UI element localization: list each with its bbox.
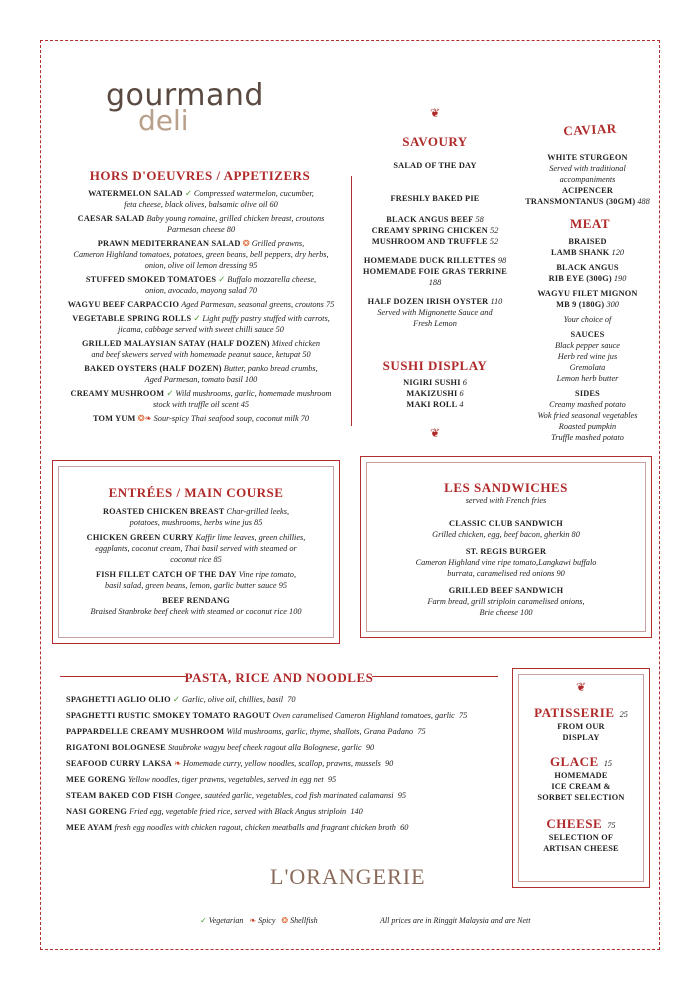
legend: ✓ Vegetarian ❧ Spicy ❂ Shellfish bbox=[200, 916, 318, 925]
patisserie-block: PATISSERIE 25 FROM OUR DISPLAY GLACE 15 HOMEMADE ICE CREAM & SORBET SELECTION CHEESE 75 SELECTION OF ARTISAN CHEESE bbox=[534, 705, 628, 853]
price-note: All prices are in Ringgit Malaysia and are Nett bbox=[380, 916, 531, 925]
caviar-list: WHITE STURGEON Served with traditional accompaniments ACIPENCER TRANSMONTANUS (30GM) 488 bbox=[525, 153, 650, 206]
sushi-title: SUSHI DISPLAY bbox=[382, 358, 488, 373]
pasta-list bbox=[66, 694, 506, 838]
hors-item: WATERMELON SALAD ✓ Compressed watermelon, cucumber, feta cheese, black olives, balsamic olive oil 60 bbox=[88, 189, 314, 209]
vegetarian-icon: ✓ bbox=[200, 916, 207, 925]
vertical-divider bbox=[351, 176, 352, 426]
pasta-item: NASI GORENG Fried egg, vegetable fried rice, served with Black Angus striploin 140 bbox=[66, 807, 363, 816]
hors-title: HORS D'OEUVRES / APPETIZERS bbox=[89, 168, 311, 183]
savoury-salad: SALAD OF THE DAY bbox=[393, 161, 477, 170]
hors-item: BAKED OYSTERS (HALF DOZEN) Butter, panko bread crumbs, Aged Parmesan, tomato basil 100 bbox=[84, 364, 318, 384]
pasta-item: MEE GORENG Yellow noodles, tiger prawns, vegetables, served in egg net 95 bbox=[66, 775, 337, 784]
pasta-item: SPAGHETTI AGLIO OLIO ✓ Garlic, olive oil, chillies, basil 70 bbox=[66, 695, 296, 704]
savoury-list: SALAD OF THE DAY FRESHLY BAKED PIE BLACK ANGUS BEEF 58 CREAMY SPRING CHICKEN 52 MUSHROOM AND TRUFFLE 52 HOMEMADE DUCK RILLETTES 98 HOMEMADE FOIE GRAS TERRINE 188 HALF DOZEN IRISH OYSTER 110 Served with Mignonette Sauce and Fresh Lemon bbox=[360, 160, 510, 329]
pasta-rule-left bbox=[60, 676, 186, 677]
sushi-list bbox=[360, 377, 510, 410]
pasta-item: SPAGHETTI RUSTIC SMOKEY TOMATO RAGOUT Oven caramelised Cameron Highland tomatoes, garlic 75 bbox=[66, 711, 468, 720]
hors-item: STUFFED SMOKED TOMATOES ✓ Buffalo mozzarella cheese, onion, avocado, mayong salad 70 bbox=[85, 275, 317, 295]
entrees-list: ROASTED CHICKEN BREAST Char-grilled leeks, potatoes, mushrooms, herbs wine jus 85 CHICKEN GREEN CURRY Kaffir lime leaves, green chillies, eggplants, coconut cream, Thai basil served with steamed or coconut rice 85 FISH FILLET CATCH OF THE DAY Vine ripe tomato, basil salad, green beans, lemon, garlic butter sauce 95 BEEF RENDANG Braised Stanbroke beef cheek with steamed or coconut rice 100 bbox=[86, 507, 306, 616]
sandwiches-subtitle: served with French fries bbox=[465, 496, 547, 505]
hors-item: CREAMY MUSHROOM ✓ Wild mushrooms, garlic, homemade mushroom stock with truffle oil scent 45 bbox=[70, 389, 332, 409]
hors-item: WAGYU BEEF CARPACCIO Aged Parmesan, seasonal greens, croutons 75 bbox=[67, 300, 335, 309]
savoury-chicken: CREAMY SPRING CHICKEN 52 bbox=[371, 226, 499, 235]
meat-title: MEAT bbox=[569, 216, 611, 231]
shellfish-icon: ❂ bbox=[137, 414, 145, 423]
pasta-item: STEAM BAKED COD FISH Congee, sautéed garlic, vegetables, cod fish marinated calamansi 95 bbox=[66, 791, 407, 800]
savoury-beef: BLACK ANGUS BEEF 58 bbox=[386, 215, 484, 224]
caviar-title: CAVIAR bbox=[562, 120, 617, 139]
ornament-icon: ❦ bbox=[429, 106, 441, 120]
ornament-icon: ❦ bbox=[575, 680, 587, 694]
pasta-item: MEE AYAM fresh egg noodles with chicken ragout, chicken meatballs and fragrant chicken broth 60 bbox=[66, 823, 409, 832]
hors-item: VEGETABLE SPRING ROLLS ✓ Light puffy pastry stuffed with carrots, jicama, cabbage served with sweet chilli sauce 50 bbox=[72, 314, 330, 334]
savoury-oyster: HALF DOZEN IRISH OYSTER 110 bbox=[367, 297, 503, 306]
shellfish-icon: ❂ bbox=[281, 916, 289, 925]
savoury-mushroom: MUSHROOM AND TRUFFLE 52 bbox=[371, 237, 499, 246]
vegetarian-icon: ✓ bbox=[184, 189, 192, 198]
savoury-pie: FRESHLY BAKED PIE bbox=[390, 194, 480, 203]
hors-list bbox=[55, 188, 347, 427]
vegetarian-icon: ✓ bbox=[166, 389, 174, 398]
spicy-icon: ❧ bbox=[174, 759, 182, 768]
pasta-item: RIGATONI BOLOGNESE Staubroke wagyu beef cheek ragout alla Bolognese, garlic 90 bbox=[66, 743, 375, 752]
shellfish-icon: ❂ bbox=[242, 239, 250, 248]
vegetarian-icon: ✓ bbox=[193, 314, 201, 323]
logo-deli: deli bbox=[138, 104, 189, 137]
sushi-item: MAKIZUSHI 6 bbox=[406, 389, 464, 398]
savoury-duck: HOMEMADE DUCK RILLETTES 98 bbox=[363, 256, 507, 265]
hors-item: GRILLED MALAYSIAN SATAY (HALF DOZEN) Mixed chicken and beef skewers served with homemade peanut sauce, ketupat 50 bbox=[82, 339, 320, 359]
sushi-item: NIGIRI SUSHI 6 bbox=[403, 378, 467, 387]
spicy-icon: ❧ bbox=[249, 916, 257, 925]
hors-item: CAESAR SALAD Baby young romaine, grilled chicken breast, croutons Parmesan cheese 80 bbox=[77, 214, 325, 234]
savoury-foie: HOMEMADE FOIE GRAS TERRINE 188 bbox=[362, 267, 508, 287]
pasta-rule-right bbox=[372, 676, 498, 677]
vegetarian-icon: ✓ bbox=[172, 695, 180, 704]
hors-item: TOM YUM ❂❧ Sour-spicy Thai seafood soup, coconut milk 70 bbox=[92, 414, 310, 423]
savoury-title: SAVOURY bbox=[402, 134, 468, 149]
spicy-icon: ❧ bbox=[144, 414, 152, 423]
logo-gourmand: gourmand bbox=[106, 78, 264, 113]
sandwiches-list: CLASSIC CLUB SANDWICH Grilled chicken, egg, beef bacon, gherkin 80 ST. REGIS BURGER Cameron Highland vine ripe tomato,Langkawi buffalo burrata, caramelised red onions 90 GRILLED BEEF SANDWICH Farm bread, grill striploin caramelised onions, Brie cheese 100 bbox=[415, 519, 597, 617]
pasta-item: SEAFOOD CURRY LAKSA ❧ Homemade curry, yellow noodles, scallop, prawns, mussels 90 bbox=[66, 759, 394, 768]
sandwiches-title: LES SANDWICHES bbox=[444, 480, 568, 495]
pasta-title: PASTA, RICE AND NOODLES bbox=[184, 670, 374, 685]
pasta-item: PAPPARDELLE CREAMY MUSHROOM Wild mushrooms, garlic, thyme, shallots, Grana Padano 75 bbox=[66, 727, 426, 736]
entrees-title: ENTRÉES / MAIN COURSE bbox=[108, 485, 284, 500]
sushi-item: MAKI ROLL 4 bbox=[406, 400, 464, 409]
brand-logo: L'ORANGERIE bbox=[270, 864, 426, 889]
hors-item: PRAWN MEDITERRANEAN SALAD ❂ Grilled prawns, Cameron Highland tomatoes, potatoes, green beans, bell peppers, dry herbs, onion, olive oil lemon dressing 95 bbox=[73, 239, 329, 270]
meat-list: BRAISED LAMB SHANK 120 BLACK ANGUS RIB EYE (300G) 190 WAGYU FILET MIGNON MB 9 (180G) 300 Your choice of SAUCES Black pepper sauce Herb red wine jus Gremolata Lemon herb butter SIDES Creamy mashed potato Wok fried seasonal vegetables Roasted pumpkin Truffle mashed potato bbox=[537, 237, 638, 442]
ornament-icon: ❦ bbox=[429, 426, 441, 440]
vegetarian-icon: ✓ bbox=[218, 275, 226, 284]
